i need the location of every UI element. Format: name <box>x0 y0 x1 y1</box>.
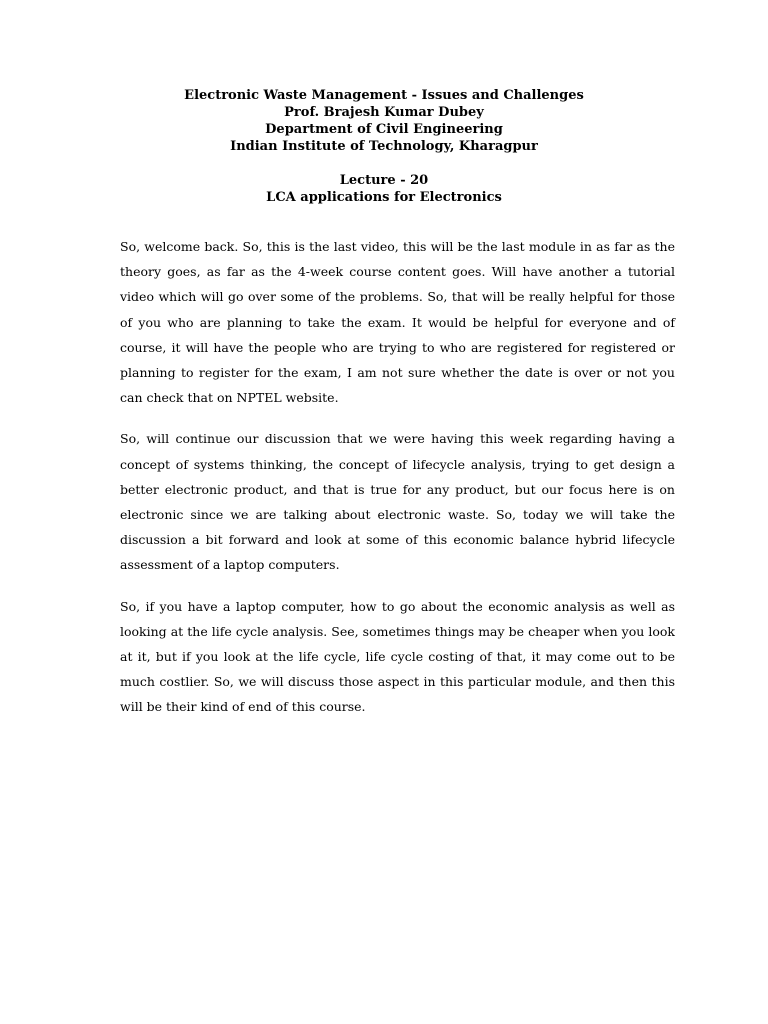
department-name: Department of Civil Engineering <box>265 122 503 137</box>
lecture-number: Lecture - 20 <box>339 173 429 188</box>
paragraph: So, will continue our discussion that we were having this week regarding having a concept of systems thinking, the concept of lifecycle analysis, trying to get design a better electronic product, and that is true for any product, but our focus here is on electronic since we are talking about electronic waste. So, today we will take the discussion a bit forward and look at some of this economic balance hybrid lifecycle assessment of a laptop computers. <box>120 431 675 573</box>
lecture-header <box>0 172 768 206</box>
institute-name: Indian Institute of Technology, Kharagpur <box>230 139 538 154</box>
course-title: Electronic Waste Management - Issues and Challenges <box>184 88 584 103</box>
transcript-body <box>120 234 675 736</box>
document-header <box>0 87 768 155</box>
lecture-title: LCA applications for Electronics <box>266 190 502 205</box>
paragraph: So, if you have a laptop computer, how to go about the economic analysis as well as looking at the life cycle analysis. See, sometimes things may be cheaper when you look at it, but if you look at the life cycle, life cycle costing of that, it may come out to be much costlier. So, we will discuss those aspect in this particular module, and then this will be their kind of end of this course. <box>120 598 675 715</box>
professor-name: Prof. Brajesh Kumar Dubey <box>284 105 484 120</box>
paragraph: So, welcome back. So, this is the last video, this will be the last module in as far as the theory goes, as far as the 4-week course content goes. Will have another a tutorial video which will go over some of the problems. So, that will be really helpful for those of you who are planning to take the exam. It would be helpful for everyone and of course, it will have the people who are trying to who are registered for registered or planning to register for the exam, I am not sure whether the date is over or not you can check that on NPTEL website. <box>120 239 675 406</box>
